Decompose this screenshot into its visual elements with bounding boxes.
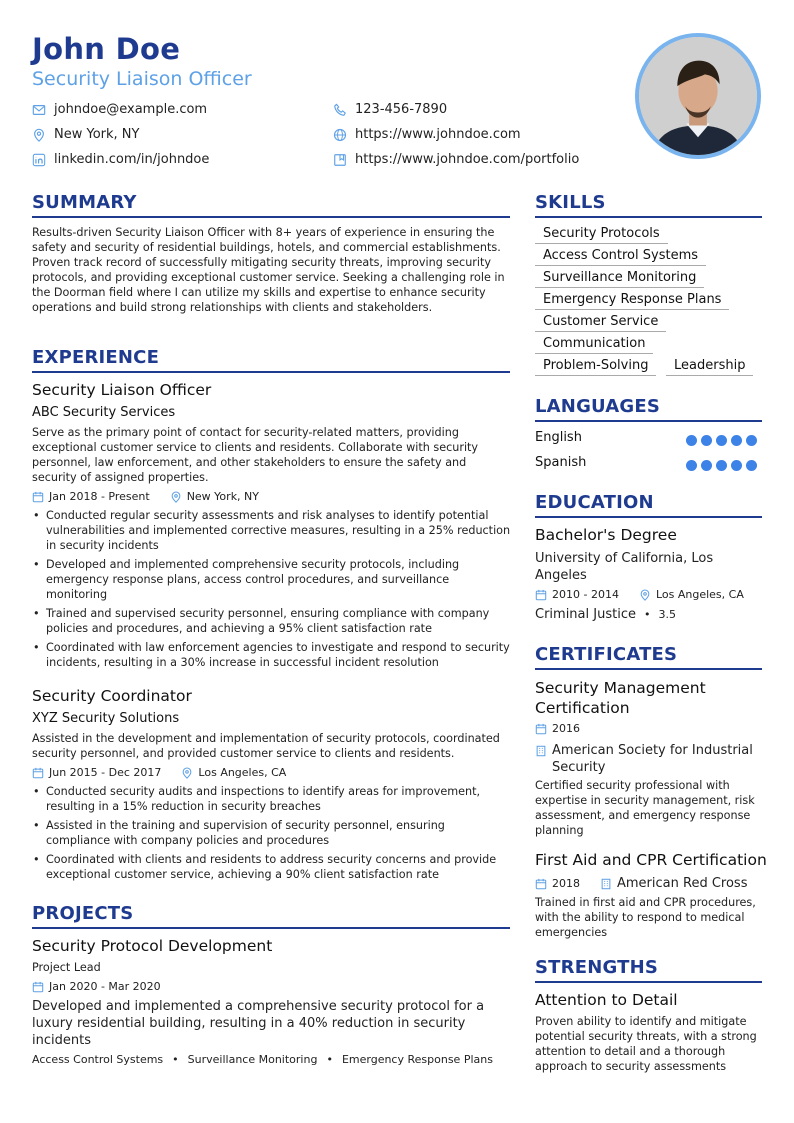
contact-website[interactable]	[333, 127, 521, 142]
job-dates: Jan 2018 - Present	[49, 490, 150, 503]
projects-divider	[32, 927, 510, 929]
list-item: • Conducted security audits and inspections to identify areas for improvement, resulting in a 15% reduction in security breaches	[32, 784, 512, 814]
job-description: Serve as the primary point of contact for security-related matters, providing exceptional customer service to clients and residents. Collaborate with security personnel, law enforcement, and other stakeholders to ensure the safety and security of assigned properties.	[32, 426, 479, 484]
calendar-icon	[535, 878, 547, 890]
certificate-year: 2018	[552, 877, 580, 890]
project-tags	[32, 1053, 493, 1066]
certificate-issuer: American Society for Industrial Security	[552, 743, 753, 775]
candidate-title: Security Liaison Officer	[32, 68, 252, 90]
linkedin-text: linkedin.com/in/johndoe	[54, 152, 210, 167]
phone-icon	[333, 103, 347, 117]
strength-description: Proven ability to identify and mitigate potential security threats, with a strong attention to detail and a thorough approach to security assessments	[535, 1015, 757, 1073]
website-text: https://www.johndoe.com	[355, 127, 521, 142]
project-tag: Access Control Systems	[32, 1053, 164, 1066]
job-dates: Jun 2015 - Dec 2017	[49, 766, 162, 779]
school: University of California, Los Angeles	[535, 551, 714, 583]
tag-separator: •	[326, 1053, 333, 1066]
job-company: XYZ Security Solutions	[32, 711, 180, 726]
location-text: New York, NY	[54, 127, 140, 142]
skills-heading: SKILLS	[535, 192, 606, 213]
list-item: • Trained and supervised security personnel, ensuring compliance with company policies and procedures, and achieving a 95% client satisfaction rate	[32, 606, 512, 636]
project-description: Developed and implemented a comprehensive security protocol for a luxury residential building, resulting in a 40% reduction in security incidents	[32, 999, 485, 1048]
list-item: • Coordinated with clients and residents to address security concerns and provide exceptional customer service, achieving a 90% client satisfaction rate	[32, 852, 512, 882]
certificate-description: Certified security professional with expertise in security management, risk assessment, and emergency response planning	[535, 779, 755, 837]
strength-title: Attention to Detail	[535, 991, 678, 1009]
education-meta	[535, 588, 744, 601]
location-pin-icon	[181, 767, 193, 779]
certificate-title: Security Management Certification	[535, 679, 706, 717]
list-item: • Coordinated with law enforcement agencies to investigate and respond to security incidents, resulting in a 30% increase in successful incident resolution	[32, 640, 512, 670]
tag-separator: •	[172, 1053, 179, 1066]
job-location: Los Angeles, CA	[198, 766, 287, 779]
job-bullets	[32, 784, 512, 886]
job-meta	[32, 766, 286, 779]
profile-photo	[635, 33, 761, 159]
linkedin-icon	[32, 153, 46, 167]
education-location: Los Angeles, CA	[655, 588, 744, 601]
portfolio-text: https://www.johndoe.com/portfolio	[355, 152, 580, 167]
certificate-description: Trained in first aid and CPR procedures, with the ability to respond to medical emergencies	[535, 896, 756, 939]
calendar-icon	[32, 491, 44, 503]
job-meta	[32, 490, 259, 503]
avatar-icon	[639, 37, 757, 155]
skills-divider	[535, 216, 762, 218]
experience-divider	[32, 371, 510, 373]
contact-portfolio[interactable]	[333, 152, 579, 167]
calendar-icon	[32, 981, 44, 993]
strengths-divider	[535, 981, 762, 983]
contact-linkedin[interactable]	[32, 152, 209, 167]
list-item: • Conducted regular security assessments and risk analyses to identify potential vulnerabilities and implemented corrective measures, resulting in a 25% reduction in security incidents	[32, 508, 512, 553]
certificate-title: First Aid and CPR Certification	[535, 851, 767, 869]
languages-heading: LANGUAGES	[535, 396, 661, 417]
education-dates: 2010 - 2014	[552, 588, 619, 601]
field-of-study: Criminal Justice	[535, 607, 636, 622]
certificates-divider	[535, 668, 762, 670]
education-heading: EDUCATION	[535, 492, 654, 513]
project-tag: Emergency Response Plans	[341, 1053, 493, 1066]
language-name: English	[535, 430, 582, 445]
list-item: • Assisted in the training and supervision of security personnel, ensuring compliance with company policies and procedures	[32, 818, 512, 848]
separator: •	[643, 608, 651, 621]
skill-tag: Emergency Response Plans	[535, 292, 729, 310]
bookmark-icon	[333, 153, 347, 167]
location-pin-icon	[639, 589, 651, 601]
building-icon	[600, 878, 612, 890]
contact-location	[32, 127, 139, 142]
certificates-heading: CERTIFICATES	[535, 644, 678, 665]
degree: Bachelor's Degree	[535, 526, 677, 544]
job-title: Security Coordinator	[32, 687, 192, 705]
skill-tag: Communication	[535, 336, 653, 354]
project-role: Project Lead	[32, 961, 101, 974]
certificate-issuer: American Red Cross	[617, 876, 748, 891]
job-description: Assisted in the development and implementation of security protocols, coordinated security personnel, and provided customer service to clients and residents.	[32, 732, 500, 760]
gpa: 3.5	[658, 608, 676, 621]
candidate-name: John Doe	[32, 32, 181, 66]
skill-tag: Access Control Systems	[535, 248, 706, 266]
phone-text: 123-456-7890	[355, 102, 448, 117]
skill-tag: Surveillance Monitoring	[535, 270, 704, 288]
job-company: ABC Security Services	[32, 405, 176, 420]
certificate-meta	[535, 722, 580, 735]
certificate-meta	[535, 876, 747, 891]
languages-divider	[535, 420, 762, 422]
projects-heading: PROJECTS	[32, 903, 134, 924]
list-item: • Developed and implemented comprehensive security protocols, including emergency response plans, access control procedures, and surveillance monitoring	[32, 557, 512, 602]
contact-email[interactable]	[32, 102, 207, 117]
project-tag: Surveillance Monitoring	[187, 1053, 318, 1066]
envelope-icon	[32, 103, 46, 117]
summary-text: Results-driven Security Liaison Officer with 8+ years of experience in ensuring the safety and security of residential buildings, hotels, and commercial establishments. Proven track record of successfully mitigating security threats, improving security protocols, and providing exceptional customer service. Seeking a challenging role in the Doorman field where I can utilize my skills and expertise to enhance security operations and build strong relationships with clients and stakeholders.	[32, 226, 505, 314]
education-field-row	[535, 607, 676, 622]
skill-tag: Leadership	[666, 358, 753, 376]
language-name: Spanish	[535, 455, 587, 470]
project-dates: Jan 2020 - Mar 2020	[49, 980, 161, 993]
education-divider	[535, 516, 762, 518]
job-location: New York, NY	[186, 490, 259, 503]
summary-divider	[32, 216, 510, 218]
email-text: johndoe@example.com	[54, 102, 208, 117]
building-icon	[535, 745, 547, 757]
project-meta	[32, 980, 161, 993]
skill-tag: Customer Service	[535, 314, 666, 332]
job-bullets	[32, 508, 512, 674]
certificate-issuer-row	[535, 742, 762, 776]
project-title: Security Protocol Development	[32, 937, 273, 955]
location-pin-icon	[32, 128, 46, 142]
language-level	[686, 460, 757, 471]
calendar-icon	[535, 589, 547, 601]
certificate-year: 2016	[552, 722, 580, 735]
skill-tag: Problem-Solving	[535, 358, 656, 376]
calendar-icon	[32, 767, 44, 779]
location-pin-icon	[170, 491, 182, 503]
strengths-heading: STRENGTHS	[535, 957, 659, 978]
skill-tag: Security Protocols	[535, 226, 668, 244]
job-title: Security Liaison Officer	[32, 381, 212, 399]
summary-heading: SUMMARY	[32, 192, 137, 213]
language-level	[686, 435, 757, 446]
calendar-icon	[535, 723, 547, 735]
globe-icon	[333, 128, 347, 142]
contact-phone[interactable]	[333, 102, 447, 117]
experience-heading: EXPERIENCE	[32, 347, 160, 368]
